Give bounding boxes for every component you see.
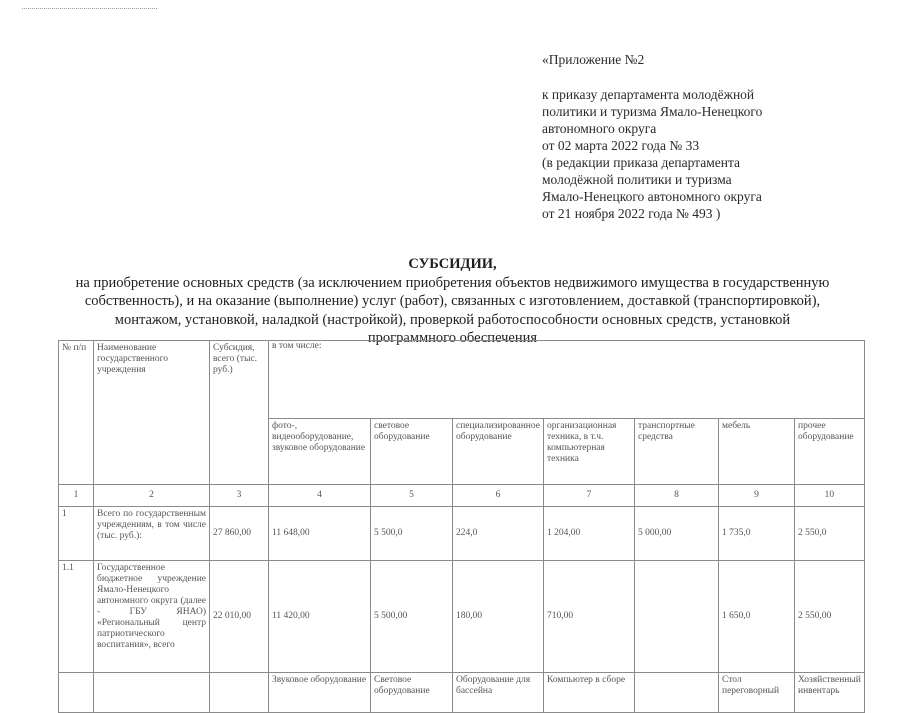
col-number: 5 (371, 485, 453, 507)
row-subsidy-total: 22 010,00 (210, 561, 269, 673)
col-number: 1 (59, 485, 94, 507)
header-num: № п/п (59, 341, 94, 485)
col-number: 2 (94, 485, 210, 507)
appendix-line: к приказу департамента молодёжной (542, 87, 755, 102)
row-other: 2 550,00 (794, 561, 864, 673)
subsidy-table (58, 340, 865, 713)
table-row-total (59, 507, 865, 561)
col-number: 6 (453, 485, 544, 507)
row-furniture: 1 735,0 (718, 507, 794, 561)
header-subsidy: Субсидия, всего (тыс. руб.) (210, 341, 269, 485)
header-name: Наименование государственного учреждения (94, 341, 210, 485)
row-transport: 5 000,00 (634, 507, 718, 561)
row-special: 180,00 (453, 561, 544, 673)
row-other: 2 550,0 (794, 507, 864, 561)
title-line: программного обеспечения (367, 330, 538, 346)
appendix-line: политики и туризма Ямало-Ненецкого (542, 104, 763, 119)
header-col-office: организационная техника, в т.ч. компьютерная техника (543, 419, 634, 485)
header-col-photo-video: фото-, видеооборудование, звуковое оборудование (269, 419, 371, 485)
row-lighting: 5 500,00 (371, 561, 453, 673)
item-other: Хозяйственный инвентарь (794, 673, 864, 713)
item-furniture: Стол переговорный (718, 673, 794, 713)
document-title (20, 255, 885, 348)
item-transport (634, 673, 718, 713)
appendix-line: (в редакции приказа департамента (542, 155, 741, 170)
appendix-line: от 21 ноября 2022 года № 493 ) (542, 206, 721, 221)
row-name: Государственное бюджетное учреждение Ямало-Ненецкого автономного округа (далее - ГБУ ЯНАО) «Региональный центр патриотического воспитания», всего (94, 561, 210, 673)
title-main: СУБСИДИИ, (408, 256, 497, 272)
row-name: Всего по государственным учреждениям, в том числе (тыс. руб.): (94, 507, 210, 561)
appendix-line: от 02 марта 2022 года № 33 (542, 138, 700, 153)
row-special: 224,0 (453, 507, 544, 561)
column-numbers-row (59, 485, 865, 507)
row-furniture: 1 650,0 (718, 561, 794, 673)
col-number: 3 (210, 485, 269, 507)
appendix-line: автономного округа (542, 121, 657, 136)
table-header-row (59, 341, 865, 419)
header-col-lighting: световое оборудование (371, 419, 453, 485)
row-subsidy-total: 27 860,00 (210, 507, 269, 561)
col-number: 10 (794, 485, 864, 507)
header-rule (22, 8, 157, 10)
row-lighting: 5 500,0 (371, 507, 453, 561)
header-including: в том числе: (269, 341, 865, 419)
header-col-special: специализированное оборудование (453, 419, 544, 485)
row-transport (634, 561, 718, 673)
row-num: 1 (59, 507, 94, 561)
table-row-institution (59, 561, 865, 673)
row-num: 1.1 (59, 561, 94, 673)
header-col-furniture: мебель (718, 419, 794, 485)
item-lighting: Световое оборудование (371, 673, 453, 713)
appendix-reference (542, 86, 762, 222)
title-line: монтажом, установкой, наладкой (настройкой), проверкой работоспособности основных средств, установкой (114, 311, 791, 328)
row-photo-video: 11 420,00 (269, 561, 371, 673)
appendix-title: «Приложение №2 (542, 52, 645, 67)
row-office: 1 204,00 (543, 507, 634, 561)
title-line: собственность), и на оказание (выполнение) услуг (работ), связанных с изготовлением, доставкой (транспортировкой), (84, 293, 821, 309)
row-name-empty (94, 673, 210, 713)
row-photo-video: 11 648,00 (269, 507, 371, 561)
title-line: на приобретение основных средств (за исключением приобретения объектов недвижимого имущества в государственную (75, 274, 830, 291)
table-row-items (59, 673, 865, 713)
appendix-line: молодёжной политики и туризма (542, 172, 732, 187)
header-col-transport: транспортные средства (634, 419, 718, 485)
row-office: 710,00 (543, 561, 634, 673)
row-num-empty (59, 673, 94, 713)
row-subsidy-empty (210, 673, 269, 713)
appendix-line: Ямало-Ненецкого автономного округа (542, 189, 762, 204)
col-number: 8 (634, 485, 718, 507)
header-col-other: прочее оборудование (794, 419, 864, 485)
col-number: 4 (269, 485, 371, 507)
item-photo-video: Звуковое оборудование (269, 673, 371, 713)
item-office: Компьютер в сборе (543, 673, 634, 713)
col-number: 7 (543, 485, 634, 507)
col-number: 9 (718, 485, 794, 507)
item-special: Оборудование для бассейна (453, 673, 544, 713)
